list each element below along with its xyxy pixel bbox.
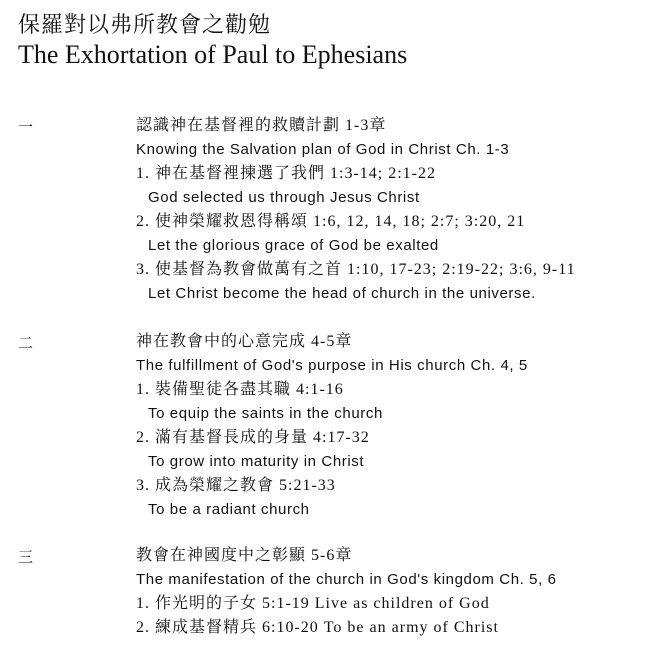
- point-1-english: God selected us through Jesus Christ: [148, 189, 420, 206]
- point-2-chinese: 2. 使神榮耀救恩得稱頌 1:6, 12, 14, 18; 2:7; 3:20, 21: [136, 213, 526, 230]
- point-2-english: To grow into maturity in Christ: [148, 453, 365, 470]
- section-number: 二: [18, 336, 35, 352]
- point-3-english: Let Christ become the head of church in the universe.: [148, 285, 536, 302]
- document-title-chinese: 保羅對以弗所教會之勸勉: [18, 12, 272, 37]
- point-3-english: To be a radiant church: [148, 501, 310, 518]
- point-3-chinese: 3. 使基督為教會做萬有之首 1:10, 17-23; 2:19-22; 3:6, 9-11: [136, 261, 576, 278]
- point-1: 1. 作光明的子女 5:1-19 Live as children of God: [136, 595, 490, 612]
- point-1-chinese: 1. 神在基督裡揀選了我們 1:3-14; 2:1-22: [136, 165, 436, 182]
- section-heading-english: Knowing the Salvation plan of God in Christ Ch. 1-3: [136, 141, 510, 158]
- document-title-english: The Exhortation of Paul to Ephesians: [18, 40, 408, 69]
- point-2-english: Let the glorious grace of God be exalted: [148, 237, 439, 254]
- section-heading-english: The manifestation of the church in God's kingdom Ch. 5, 6: [136, 571, 557, 588]
- point-2-chinese: 2. 滿有基督長成的身量 4:17-32: [136, 429, 370, 446]
- point-2: 2. 練成基督精兵 6:10-20 To be an army of Christ: [136, 619, 499, 636]
- section-number: 一: [18, 120, 35, 136]
- section-heading-chinese: 神在教會中的心意完成 4-5章: [136, 333, 353, 350]
- section-number: 三: [18, 550, 35, 566]
- point-1-english: To equip the saints in the church: [148, 405, 383, 422]
- section-heading-chinese: 教會在神國度中之彰顯 5-6章: [136, 547, 353, 564]
- point-3-chinese: 3. 成為榮耀之教會 5:21-33: [136, 477, 336, 494]
- point-1-chinese: 1. 裝備聖徒各盡其職 4:1-16: [136, 381, 344, 398]
- section-heading-chinese: 認識神在基督裡的救贖計劃 1-3章: [136, 117, 387, 134]
- section-heading-english: The fulfillment of God's purpose in His church Ch. 4, 5: [136, 357, 528, 374]
